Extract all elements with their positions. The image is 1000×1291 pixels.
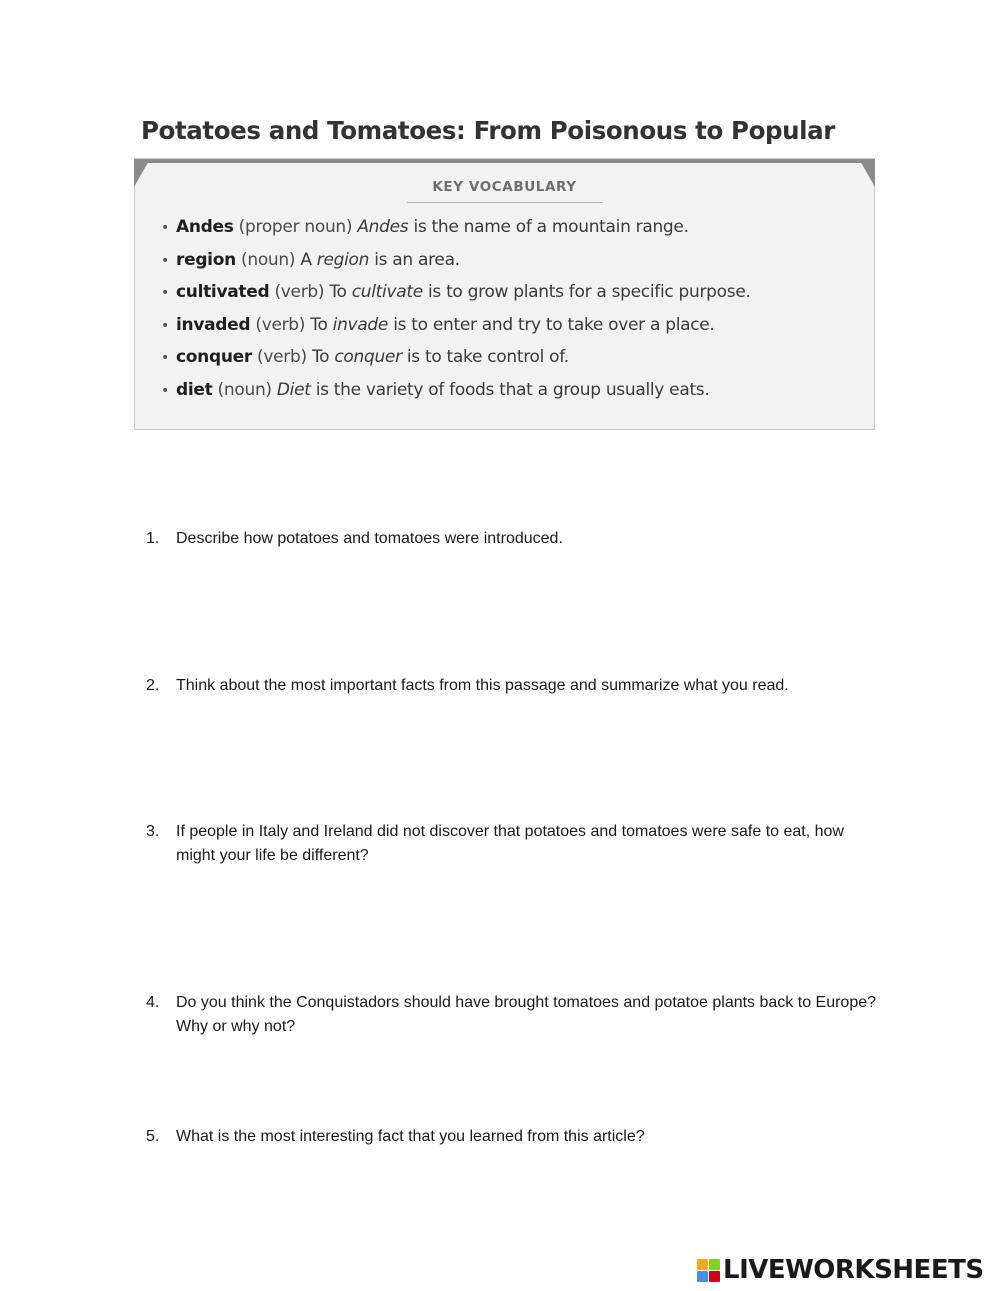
question-number: 2. xyxy=(146,677,160,694)
vocab-term: region xyxy=(176,249,236,270)
vocab-item-conquer xyxy=(161,345,751,378)
vocab-item-region xyxy=(161,248,751,281)
logo-text: LIVEWORKSHEETS xyxy=(723,1255,984,1285)
vocab-term: cultivated xyxy=(176,282,270,302)
vocab-pos: (proper noun) xyxy=(233,217,358,237)
vocab-term: Andes xyxy=(176,217,234,237)
key-vocabulary-box xyxy=(134,158,875,430)
vocab-item-cultivated xyxy=(161,280,751,313)
logo-mark-cell xyxy=(709,1259,720,1270)
vocab-def-pre: To xyxy=(311,347,335,367)
question-number: 4. xyxy=(146,994,160,1011)
page-title: Potatoes and Tomatoes: From Poisonous to Popular xyxy=(141,116,835,145)
vocab-heading: KEY VOCABULARY xyxy=(432,179,577,195)
question-2 xyxy=(146,674,886,698)
vocab-term: conquer xyxy=(176,347,252,367)
bullet-icon: • xyxy=(161,350,169,366)
question-4 xyxy=(146,991,886,1039)
vocab-def-word: cultivate xyxy=(351,282,423,302)
question-text: If people in Italy and Ireland did not discover that potatoes and tomatoes were safe to eat, how might your life be different? xyxy=(176,823,844,864)
vocab-item-diet xyxy=(161,378,751,411)
question-text: What is the most interesting fact that you learned from this article? xyxy=(176,1128,645,1145)
logo-mark-cell xyxy=(709,1271,720,1282)
question-number: 1. xyxy=(146,530,160,547)
vocab-pos: (verb) xyxy=(269,282,330,302)
vocab-def-word: Diet xyxy=(276,379,311,400)
bullet-icon: • xyxy=(161,252,169,269)
vocab-term: invaded xyxy=(176,314,251,335)
question-text: Describe how potatoes and tomatoes were introduced. xyxy=(176,530,563,547)
vocab-def-word: region xyxy=(316,249,370,270)
question-1 xyxy=(146,527,886,551)
vocab-pos: (noun) xyxy=(212,379,277,400)
logo-mark-cell xyxy=(697,1271,708,1282)
vocab-def-word: invade xyxy=(332,314,389,335)
vocab-heading-underline xyxy=(407,202,603,203)
vocab-def-post: is to take control of. xyxy=(401,347,569,367)
question-text: Do you think the Conquistadors should have brought tomatoes and potatoe plants back to Europe? Why or why not? xyxy=(176,994,877,1035)
vocab-pos: (verb) xyxy=(251,347,312,367)
vocab-top-band xyxy=(135,159,874,163)
vocab-def-pre: To xyxy=(310,314,333,335)
vocab-def-pre: A xyxy=(300,249,317,270)
vocab-pos: (noun) xyxy=(235,249,301,270)
logo-mark-cell xyxy=(697,1259,708,1270)
vocab-item-invaded xyxy=(161,313,751,346)
bullet-icon: • xyxy=(161,285,169,301)
vocab-list xyxy=(161,215,751,410)
vocab-def-post: is to enter and try to take over a place. xyxy=(388,314,715,335)
liveworksheets-logo xyxy=(697,1255,984,1285)
vocab-def-word: conquer xyxy=(334,347,402,367)
vocab-def-post: is an area. xyxy=(369,249,460,270)
vocab-pos: (verb) xyxy=(250,314,311,335)
bullet-icon: • xyxy=(161,382,169,399)
question-3 xyxy=(146,820,886,868)
question-text: Think about the most important facts from this passage and summarize what you read. xyxy=(176,677,789,694)
vocab-def-post: is the name of a mountain range. xyxy=(408,217,689,237)
vocab-def-post: is to grow plants for a specific purpose. xyxy=(422,282,751,302)
question-number: 5. xyxy=(146,1128,160,1145)
vocab-def-post: is the variety of foods that a group usually eats. xyxy=(310,379,710,400)
vocab-def-word: Andes xyxy=(357,217,409,237)
question-number: 3. xyxy=(146,823,160,840)
bullet-icon: • xyxy=(161,317,169,334)
bullet-icon: • xyxy=(161,220,169,236)
vocab-def-pre: To xyxy=(329,282,352,302)
liveworksheets-logo-icon xyxy=(697,1259,720,1282)
vocab-term: diet xyxy=(176,379,213,400)
vocab-item-andes xyxy=(161,215,751,248)
question-5 xyxy=(146,1125,886,1149)
